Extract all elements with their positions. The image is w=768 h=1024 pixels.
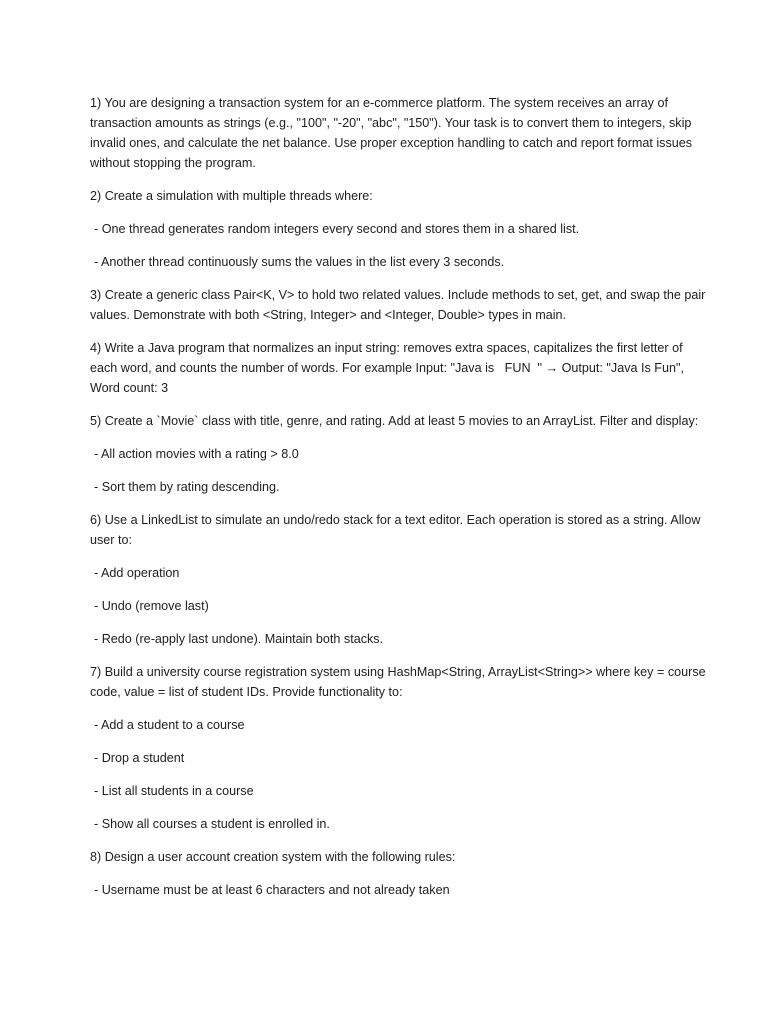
question-6-item-3: - Redo (re-apply last undone). Maintain both stacks. <box>94 632 384 646</box>
question-5-item-2: - Sort them by rating descending. <box>94 480 280 494</box>
question-8-item-1: - Username must be at least 6 characters and not already taken <box>94 883 450 897</box>
question-5: 5) Create a `Movie` class with title, genre, and rating. Add at least 5 movies to an ArrayList. Filter and display: <box>90 414 699 428</box>
question-6-item-2: - Undo (remove last) <box>94 599 209 613</box>
question-6: 6) Use a LinkedList to simulate an undo/redo stack for a text editor. Each operation is stored as a string. Allow user to: <box>90 513 704 547</box>
question-3: 3) Create a generic class Pair<K, V> to hold two related values. Include methods to set, get, and swap the pair values. Demonstrate with both <String, Integer> and <Integer, Double> types in main. <box>90 288 709 322</box>
question-1: 1) You are designing a transaction system for an e-commerce platform. The system receives an array of transaction amounts as strings (e.g., "100", "-20", "abc", "150"). Your task is to convert them to integers, skip invalid ones, and calculate the net balance. Use proper exception handling to catch and report format issues without stopping the program. <box>90 96 696 170</box>
question-7-item-3: - List all students in a course <box>94 784 254 798</box>
question-7-item-1: - Add a student to a course <box>94 718 245 732</box>
question-2: 2) Create a simulation with multiple threads where: <box>90 189 373 203</box>
question-5-item-1: - All action movies with a rating > 8.0 <box>94 447 299 461</box>
question-7: 7) Build a university course registration system using HashMap<String, ArrayList<String>> where key = course code, value = list of student IDs. Provide functionality to: <box>90 665 710 699</box>
question-4: 4) Write a Java program that normalizes an input string: removes extra spaces, capitalizes the first letter of each word, and counts the number of words. For example Input: "Java is FUN " → Output: "Java Is Fun", Word count: 3 <box>90 341 688 395</box>
question-2-item-2: - Another thread continuously sums the values in the list every 3 seconds. <box>94 255 505 269</box>
question-7-item-2: - Drop a student <box>94 751 185 765</box>
question-8: 8) Design a user account creation system with the following rules: <box>90 850 456 864</box>
question-7-item-4: - Show all courses a student is enrolled in. <box>94 817 330 831</box>
question-2-item-1: - One thread generates random integers every second and stores them in a shared list. <box>94 222 580 236</box>
question-6-item-1: - Add operation <box>94 566 180 580</box>
